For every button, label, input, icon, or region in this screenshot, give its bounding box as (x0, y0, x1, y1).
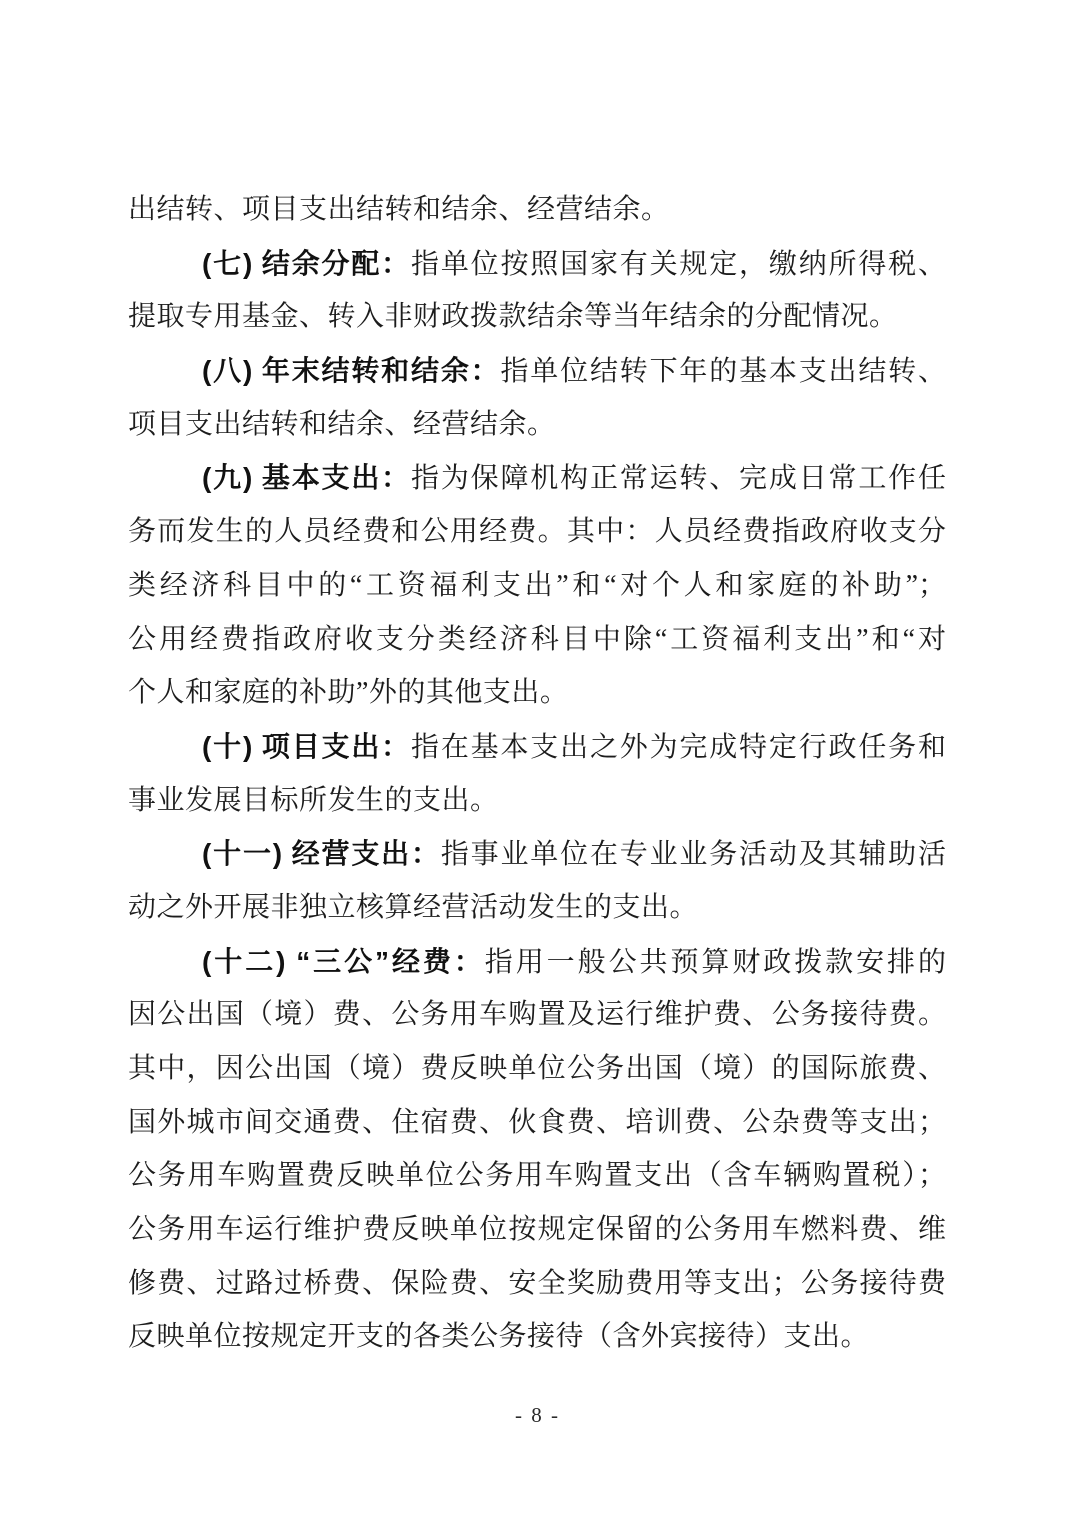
text-line (128, 666, 946, 720)
body-text: 类经济科目中的“工资福利支出”和“对个人和家庭的补助”； (128, 569, 946, 601)
document-body (128, 183, 946, 1364)
body-text: 公务用车运行维护费反映单位按规定保留的公务用车燃料费、维 (128, 1214, 946, 1246)
section-heading: (十二) “三公”经费： (202, 945, 485, 977)
body-text: 个人和家庭的补助”外的其他支出。 (128, 677, 569, 709)
section-heading: (九) 基本支出： (202, 462, 412, 494)
text-line (128, 1257, 946, 1311)
text-line (128, 774, 946, 828)
body-text: 动之外开展非独立核算经营活动发生的支出。 (128, 891, 699, 923)
body-text: 出结转、项目支出结转和结余、经营结余。 (128, 194, 670, 225)
section-heading: (七) 结余分配： (202, 247, 412, 279)
text-line (128, 988, 946, 1042)
section-heading: (八) 年末结转和结余： (202, 355, 501, 387)
text-line (128, 290, 946, 344)
text-line (128, 1310, 946, 1364)
body-text: 指为保障机构正常运转、完成日常工作任 (411, 463, 946, 495)
body-text: 其中，因公出国（境）费反映单位公务出国（境）的国际旅费、 (128, 1053, 946, 1084)
text-line (128, 1203, 946, 1257)
section-heading: (十一) 经营支出： (202, 838, 441, 870)
body-text: 修费、过路过桥费、保险费、安全奖励费用等支出；公务接待费 (128, 1267, 946, 1299)
text-line (128, 935, 946, 989)
body-text: 指用一般公共预算财政拨款安排的 (484, 946, 946, 978)
section-heading: (十) 项目支出： (202, 730, 412, 762)
text-line (128, 881, 946, 935)
text-line (128, 505, 946, 559)
text-line (128, 613, 946, 667)
body-text: 务而发生的人员经费和公用经费。其中：人员经费指政府收支分 (128, 516, 946, 548)
text-line (128, 344, 946, 398)
body-text: 公用经费指政府收支分类经济科目中除“工资福利支出”和“对 (128, 623, 946, 655)
body-text: 指事业单位在专业业务活动及其辅助活 (440, 839, 946, 871)
text-line (128, 237, 946, 291)
body-text: 事业发展目标所发生的支出。 (128, 784, 499, 816)
page-number: - 8 - (515, 1403, 560, 1427)
body-text: 指单位结转下年的基本支出结转、 (500, 356, 946, 388)
text-line (128, 398, 946, 452)
text-line (128, 720, 946, 774)
body-text: 国外城市间交通费、住宿费、伙食费、培训费、公杂费等支出； (128, 1106, 946, 1138)
body-text: 指在基本支出之外为完成特定行政任务和 (411, 731, 946, 763)
body-text: 公务用车购置费反映单位公务用车购置支出（含车辆购置税）； (128, 1160, 946, 1192)
body-text: 反映单位按规定开支的各类公务接待（含外宾接待）支出。 (128, 1321, 870, 1353)
text-line (128, 559, 946, 613)
text-line (128, 1042, 946, 1096)
body-text: 项目支出结转和结余、经营结余。 (128, 408, 556, 440)
text-line (128, 827, 946, 881)
text-line (128, 451, 946, 505)
body-text: 提取专用基金、转入非财政拨款结余等当年结余的分配情况。 (128, 301, 898, 333)
text-line (128, 183, 946, 237)
body-text: 指单位按照国家有关规定，缴纳所得税、 (411, 248, 946, 280)
text-line (128, 1096, 946, 1150)
text-line (128, 1149, 946, 1203)
body-text: 因公出国（境）费、公务用车购置及运行维护费、公务接待费。 (128, 999, 946, 1031)
